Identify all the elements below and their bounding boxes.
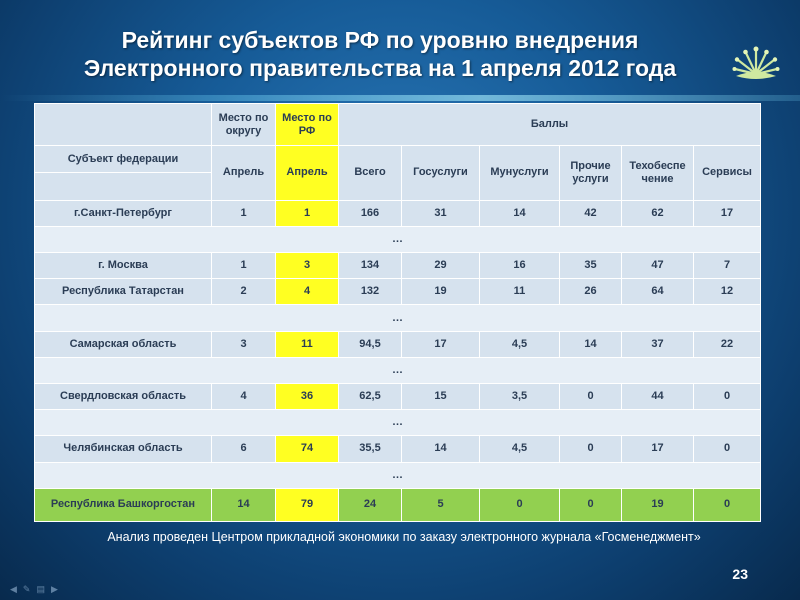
- header-april-rf: Апрель: [276, 146, 339, 200]
- logo-icon: [732, 44, 780, 84]
- gap-row: [35, 305, 761, 331]
- header-total: Всего: [339, 146, 402, 200]
- header-place-rf: Место по РФ: [276, 104, 339, 146]
- tech-cell: 47: [622, 253, 694, 279]
- pen-icon[interactable]: ✎: [22, 584, 31, 594]
- header-munuslugi: Мунуслуги: [480, 146, 560, 200]
- subject-cell: Свердловская область: [35, 383, 212, 409]
- other-cell: 26: [560, 279, 622, 305]
- ellipsis-cell: …: [35, 462, 761, 488]
- rf-place-cell: 36: [276, 383, 339, 409]
- gosuslugi-cell: 17: [402, 331, 480, 357]
- menu-icon[interactable]: ▤: [36, 584, 45, 594]
- next-slide-icon[interactable]: ▶: [50, 584, 58, 594]
- tech-cell: 44: [622, 383, 694, 409]
- munuslugi-cell: 14: [480, 200, 560, 226]
- services-cell: 0: [694, 383, 761, 409]
- total-cell: 132: [339, 279, 402, 305]
- total-cell: 62,5: [339, 383, 402, 409]
- munuslugi-cell: 16: [480, 253, 560, 279]
- services-cell: 0: [694, 488, 761, 521]
- gap-row: [35, 357, 761, 383]
- rf-place-cell: 11: [276, 331, 339, 357]
- other-cell: 14: [560, 331, 622, 357]
- services-cell: 0: [694, 436, 761, 462]
- tech-cell: 62: [622, 200, 694, 226]
- other-cell: 0: [560, 383, 622, 409]
- header-april-okrug: Апрель: [212, 146, 276, 200]
- munuslugi-cell: 4,5: [480, 331, 560, 357]
- gosuslugi-cell: 5: [402, 488, 480, 521]
- other-cell: 0: [560, 488, 622, 521]
- header-tech-support: Техобеспе чение: [622, 146, 694, 200]
- subject-cell: Самарская область: [35, 331, 212, 357]
- gap-row: [35, 410, 761, 436]
- other-cell: 0: [560, 436, 622, 462]
- subject-cell: г.Санкт-Петербург: [35, 200, 212, 226]
- other-cell: 42: [560, 200, 622, 226]
- title-line-2: Электронного правительства на 1 апреля 2012 года: [83, 55, 677, 81]
- gosuslugi-cell: 14: [402, 436, 480, 462]
- table-row: [35, 331, 761, 357]
- tech-cell: 64: [622, 279, 694, 305]
- table-row: [35, 383, 761, 409]
- header-other-services: Прочие услуги: [560, 146, 622, 200]
- okrug-place-cell: 1: [212, 253, 276, 279]
- slideshow-navbar: [10, 584, 58, 595]
- total-cell: 166: [339, 200, 402, 226]
- munuslugi-cell: 4,5: [480, 436, 560, 462]
- tech-cell: 17: [622, 436, 694, 462]
- ellipsis-cell: …: [35, 357, 761, 383]
- subject-cell: Челябинская область: [35, 436, 212, 462]
- gap-row: [35, 462, 761, 488]
- total-cell: 94,5: [339, 331, 402, 357]
- okrug-place-cell: 3: [212, 331, 276, 357]
- tech-cell: 37: [622, 331, 694, 357]
- other-cell: 35: [560, 253, 622, 279]
- gap-row: [35, 226, 761, 252]
- subject-cell: г. Москва: [35, 253, 212, 279]
- slide-title: [0, 26, 760, 82]
- header-glow-band: [0, 95, 800, 101]
- header-row-2: [35, 146, 761, 173]
- highlighted-table-row: [35, 488, 761, 521]
- total-cell: 35,5: [339, 436, 402, 462]
- header-subject: Субъект федерации: [35, 146, 212, 173]
- ellipsis-cell: …: [35, 226, 761, 252]
- total-cell: 134: [339, 253, 402, 279]
- header-gosuslugi: Госуслуги: [402, 146, 480, 200]
- okrug-place-cell: 6: [212, 436, 276, 462]
- services-cell: 12: [694, 279, 761, 305]
- prev-slide-icon[interactable]: ◀: [10, 584, 17, 594]
- rf-place-cell: 4: [276, 279, 339, 305]
- munuslugi-cell: 11: [480, 279, 560, 305]
- ellipsis-cell: …: [35, 410, 761, 436]
- header-place-okrug: Место по округу: [212, 104, 276, 146]
- services-cell: 17: [694, 200, 761, 226]
- header-services: Сервисы: [694, 146, 761, 200]
- okrug-place-cell: 1: [212, 200, 276, 226]
- gosuslugi-cell: 19: [402, 279, 480, 305]
- rf-place-cell: 3: [276, 253, 339, 279]
- footnote: Анализ проведен Центром прикладной экономики по заказу электронного журнала «Госменеджмент»: [107, 530, 701, 544]
- title-line-1: Рейтинг субъектов РФ по уровню внедрения: [121, 27, 639, 53]
- tech-cell: 19: [622, 488, 694, 521]
- okrug-place-cell: 4: [212, 383, 276, 409]
- table-row: [35, 279, 761, 305]
- okrug-place-cell: 14: [212, 488, 276, 521]
- rf-place-cell: 1: [276, 200, 339, 226]
- header-row-1: [35, 104, 761, 146]
- page-number: 23: [732, 566, 748, 582]
- services-cell: 22: [694, 331, 761, 357]
- services-cell: 7: [694, 253, 761, 279]
- munuslugi-cell: 0: [480, 488, 560, 521]
- table-row: [35, 200, 761, 226]
- rf-place-cell: 74: [276, 436, 339, 462]
- table-row: [35, 436, 761, 462]
- okrug-place-cell: 2: [212, 279, 276, 305]
- table-row: [35, 253, 761, 279]
- total-cell: 24: [339, 488, 402, 521]
- rating-table: [34, 103, 761, 522]
- gosuslugi-cell: 15: [402, 383, 480, 409]
- rf-place-cell: 79: [276, 488, 339, 521]
- subject-cell: Республика Татарстан: [35, 279, 212, 305]
- subject-cell: Республика Башкоргостан: [35, 488, 212, 521]
- munuslugi-cell: 3,5: [480, 383, 560, 409]
- ellipsis-cell: …: [35, 305, 761, 331]
- gosuslugi-cell: 29: [402, 253, 480, 279]
- header-points: Баллы: [339, 104, 761, 146]
- gosuslugi-cell: 31: [402, 200, 480, 226]
